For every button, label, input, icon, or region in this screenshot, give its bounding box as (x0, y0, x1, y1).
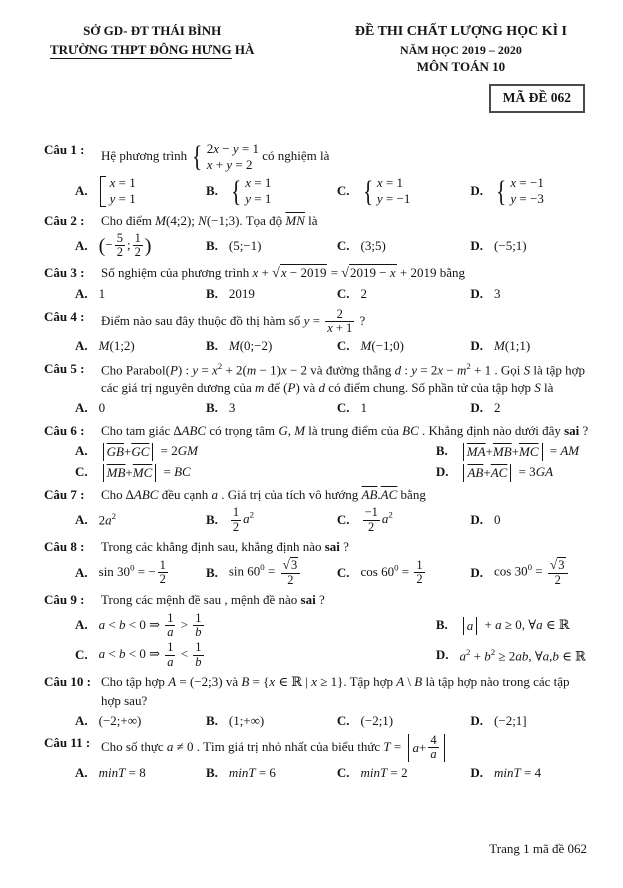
option-text: 1 (98, 286, 106, 302)
option-b (206, 712, 333, 730)
option-letter: A. (75, 617, 88, 633)
option-b (436, 442, 591, 461)
question-label: Câu 3 : (44, 264, 85, 280)
option-letter: C. (336, 712, 350, 728)
option-text: $\sin 60^0$ = √ $\frac{3}{2}$ (229, 558, 302, 587)
option-letter: C. (75, 464, 88, 480)
option-letter: B. (205, 237, 218, 253)
option-text: $\frac{-1}{2}$ $a^2$ (364, 505, 393, 534)
option-a (75, 175, 202, 208)
option-c (75, 641, 432, 669)
option-text: 3 (494, 286, 501, 302)
option-a (75, 232, 202, 260)
option-letter: D. (435, 464, 449, 480)
question-1 (44, 141, 591, 208)
question-label: Câu 7 : (44, 486, 85, 502)
option-a (75, 285, 202, 303)
exam-code-box: MÃ ĐỀ 062 (489, 84, 585, 113)
question-label: Câu 10 : (44, 674, 91, 690)
question-text: Điểm nào sau đây thuộc đồ thị hàm số y = $\frac{2}{x + 1}$ ? (101, 306, 366, 336)
option-letter: C. (336, 338, 350, 354)
option-text: (3;5) (360, 237, 386, 253)
option-letter: B. (435, 443, 448, 459)
options-row (75, 506, 591, 534)
option-d (470, 712, 591, 730)
option-c (337, 399, 467, 417)
option-a (75, 612, 432, 640)
option-b (206, 399, 333, 417)
option-letter: C. (75, 647, 88, 663)
option-letter: B. (205, 712, 218, 728)
options-grid (75, 442, 591, 482)
option-d (470, 237, 591, 255)
option-c (337, 175, 467, 208)
option-text: minT = 4 (494, 764, 542, 780)
department-name: SỞ GD- ĐT THÁI BÌNH (83, 23, 222, 38)
options-row (75, 712, 591, 730)
option-d (470, 285, 591, 303)
option-text: a + a ≥ 0, ∀a ∈ ℝ (459, 616, 570, 635)
option-text: x = 1 y = 1 (99, 175, 136, 208)
option-c (337, 237, 467, 255)
option-b (206, 175, 333, 208)
option-letter: A. (75, 400, 88, 416)
option-c (337, 712, 467, 730)
issuer-block (50, 22, 254, 77)
option-text: $\overline{MB}$ + $\overline{MC}$ = BC (99, 463, 191, 482)
question-8 (44, 538, 591, 587)
option-text: a < b < 0 ⇒ $\frac{1}{a}$ > $\frac{1}{b}$ (98, 610, 202, 639)
option-a (75, 510, 202, 530)
option-text: { x = −1 y = −3 (496, 174, 544, 208)
question-text: Cho điểm M(4;2); N(−1;3). Tọa độ $\overline{MN}$ là (101, 212, 318, 228)
option-letter: D. (470, 183, 484, 199)
option-letter: C. (336, 286, 350, 302)
page-header (44, 22, 591, 77)
option-text: $\overline{MA}$ + $\overline{MB}$ + $\overline{MC}$ = AM (459, 442, 579, 461)
exam-title-block (355, 22, 567, 77)
option-text: M(1;1) (494, 338, 531, 354)
option-letter: A. (75, 237, 88, 253)
question-text: Cho tam giác ∆ABC có trọng tâm G, M là trung điểm của BC . Khẳng định nào dưới đây sai ? (101, 422, 589, 438)
question-7 (44, 486, 591, 534)
option-text: $\sin 30^0$ = − $\frac{1}{2}$ (98, 557, 166, 587)
option-letter: A. (75, 512, 88, 528)
option-c (337, 764, 467, 782)
options-row (75, 232, 591, 260)
option-d (470, 399, 591, 417)
option-d (470, 558, 591, 587)
option-d (470, 175, 591, 208)
question-text: Cho số thực a ≠ 0 . Tìm giá trị nhỏ nhất của biểu thức T = a + $\frac{4}{a}$ (101, 734, 591, 762)
option-text: $\overline{AB}$ + $\overline{AC}$ = 3GA (459, 463, 553, 482)
option-text: M(−1;0) (360, 338, 404, 354)
option-letter: C. (336, 400, 350, 416)
question-10 (44, 673, 591, 730)
question-label: Câu 5 : (44, 360, 85, 376)
option-letter: B. (205, 564, 218, 580)
question-label: Câu 1 : (44, 141, 85, 157)
option-letter: D. (470, 286, 484, 302)
option-d (470, 337, 591, 355)
question-text: Cho Parabol(P) : $y = x^2 + 2(m - 1)x - 2$ và đường thẳng d : $y = 2x - m^2 + 1$ . Gọi S là tập hợp các giá trị nguyên dương của m để (P) và d có điểm chung. Số phần tử của tập hợp S là (101, 360, 586, 396)
option-letter: A. (75, 183, 88, 199)
option-c (337, 559, 467, 587)
option-b (206, 237, 333, 255)
options-grid (75, 612, 591, 670)
subject: MÔN TOÁN 10 (416, 59, 506, 75)
option-letter: C. (336, 564, 350, 580)
questions-list (44, 141, 591, 782)
option-letter: A. (75, 338, 88, 354)
option-text: $\overline{GB}$ + $\overline{GC}$ = 2GM (99, 442, 198, 461)
question-text: Cho ∆ABC đều cạnh a . Giá trị của tích vô hướng $\overline{AB}.\overline{AC}$ bằng (101, 486, 426, 502)
question-label: Câu 4 : (44, 308, 85, 324)
question-4 (44, 308, 591, 356)
option-text: 2019 (228, 286, 255, 302)
question-text: Hệ phương trình { 2x − y = 1 x + y = 2 có nghiệm là (101, 140, 330, 174)
option-text: minT = 2 (360, 764, 408, 780)
option-text: { x = 1 y = −1 (362, 174, 411, 208)
question-2 (44, 212, 591, 260)
option-text: { x = 1 y = 1 (230, 174, 272, 208)
option-letter: A. (75, 712, 88, 728)
options-row (75, 337, 591, 355)
option-b (206, 506, 333, 534)
option-c (75, 463, 432, 482)
option-text: $a^2 + b^2 \ge 2ab$, ∀a,b ∈ ℝ (459, 646, 586, 663)
option-c (337, 506, 467, 534)
option-text: (−5;1) (494, 237, 527, 253)
option-letter: A. (75, 286, 88, 302)
option-letter: D. (470, 237, 484, 253)
option-c (337, 337, 467, 355)
option-a (75, 442, 432, 461)
page-number: Trang 1 mã đề 062 (489, 841, 587, 856)
option-text: 0 (98, 400, 106, 416)
options-row (75, 558, 591, 587)
question-label: Câu 6 : (44, 422, 85, 438)
question-label: Câu 2 : (44, 212, 85, 228)
option-text: (1;+∞) (228, 712, 265, 728)
option-text: 1 (360, 400, 368, 416)
option-letter: D. (470, 512, 484, 528)
option-letter: B. (205, 183, 218, 199)
question-9 (44, 591, 591, 669)
question-label: Câu 9 : (44, 592, 85, 608)
option-d (470, 511, 591, 529)
option-b (206, 337, 333, 355)
option-text: 0 (494, 512, 501, 528)
option-b (206, 764, 333, 782)
option-a (75, 337, 202, 355)
school-name: TRƯỜNG THPT ĐÔNG HƯNG HÀ (50, 42, 255, 58)
option-a (75, 559, 202, 587)
exam-title: ĐỀ THI CHẤT LƯỢNG HỌC KÌ I (354, 24, 567, 39)
question-text: Trong các khẳng định sau, khẳng định nào sai ? (101, 539, 349, 555)
option-text: $\cos 30^0$ = √ $\frac{3}{2}$ (494, 558, 570, 587)
option-letter: A. (75, 564, 88, 580)
question-label: Câu 8 : (44, 539, 85, 555)
option-letter: A. (75, 764, 88, 780)
option-text: minT = 8 (98, 764, 146, 780)
options-row (75, 285, 591, 303)
options-row (75, 175, 591, 208)
option-letter: B. (205, 338, 218, 354)
question-5 (44, 360, 591, 418)
option-letter: A. (75, 443, 88, 459)
option-letter: B. (205, 512, 218, 528)
option-text: (−2;+∞) (98, 712, 142, 728)
question-text: Số nghiệm của phương trình x + √ x − 2019 = √ 2019 − x + 2019 bằng (101, 264, 591, 284)
option-d (470, 764, 591, 782)
option-letter: B. (205, 764, 218, 780)
option-d (436, 646, 591, 666)
option-letter: D. (470, 338, 484, 354)
option-letter: D. (470, 712, 484, 728)
option-a (75, 764, 202, 782)
question-6 (44, 422, 591, 482)
option-text: (− $\frac{5}{2}$ ; $\frac{1}{2}$ ) (98, 230, 152, 260)
option-letter: C. (336, 237, 350, 253)
option-text: $2a^2$ (98, 511, 117, 528)
option-d (436, 463, 591, 482)
question-label: Câu 11 : (44, 734, 91, 750)
option-text: minT = 6 (228, 764, 276, 780)
question-11 (44, 734, 591, 782)
option-text: 2 (494, 400, 501, 416)
option-a (75, 399, 202, 417)
option-letter: D. (435, 647, 449, 663)
option-letter: C. (336, 183, 350, 199)
question-text: Trong các mệnh đề sau , mệnh đề nào sai ? (101, 592, 325, 608)
option-letter: C. (336, 764, 350, 780)
option-text: a < b < 0 ⇒ $\frac{1}{a}$ < $\frac{1}{b}$ (98, 640, 202, 669)
question-3 (44, 264, 591, 304)
option-text: M(0;−2) (228, 338, 273, 354)
option-letter: B. (435, 617, 448, 633)
option-letter: D. (470, 400, 484, 416)
option-a (75, 712, 202, 730)
option-b (436, 616, 591, 635)
option-text: $\cos 60^0$ = $\frac{1}{2}$ (360, 557, 423, 587)
school-year: NĂM HỌC 2019 – 2020 (399, 42, 522, 57)
option-text: (−2;1) (360, 712, 394, 728)
option-letter: D. (470, 764, 484, 780)
option-b (206, 285, 333, 303)
option-b (206, 558, 333, 587)
options-row (75, 764, 591, 782)
question-text: Cho tập hợp A = (−2;3) và B = {x ∈ ℝ | x ≥ 1}. Tập hợp A \ B là tập hợp nào trong các tập hợp sau? (101, 674, 570, 708)
options-row (75, 399, 591, 417)
option-letter: B. (205, 400, 218, 416)
option-text: 3 (228, 400, 236, 416)
option-text: (5;−1) (228, 237, 262, 253)
option-text: 2 (360, 286, 368, 302)
option-c (337, 285, 467, 303)
option-letter: B. (205, 286, 218, 302)
option-text: (−2;1] (494, 712, 527, 728)
option-text: $\frac{1}{2}$ $a^2$ (232, 505, 255, 534)
option-text: M(1;2) (98, 338, 135, 354)
option-letter: C. (336, 512, 350, 528)
option-letter: D. (470, 564, 484, 580)
